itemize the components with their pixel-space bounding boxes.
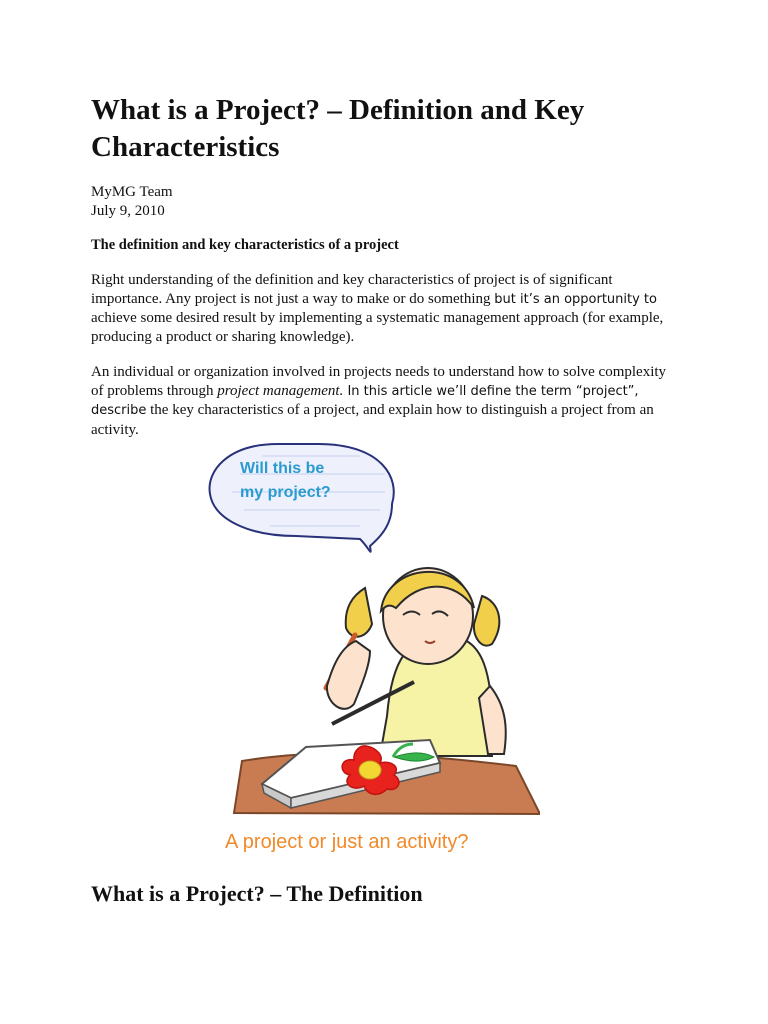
girl-figure [326,568,506,756]
bubble-text-line-1: Will this be [240,460,325,477]
intro-text-part-1: Right understanding of the definition and key characteristics of project is of significant importance. Any project is not just a way to make or do something [91,272,613,307]
article-subheading: The definition and key characteristics of a project [91,237,399,253]
publish-date: July 9, 2010 [91,203,165,219]
speech-bubble [210,444,394,552]
illustration-caption: A project or just an activity? [225,831,469,853]
page-title: What is a Project? – Definition and Key Characteristics [91,94,585,163]
intro-paragraph [91,271,681,346]
project-management-term: project management. [217,382,344,399]
second-text-part-2: In this article we’ll define the term “project”, describe [91,383,639,418]
second-paragraph [91,363,681,439]
author-name: MyMG Team [91,184,173,200]
intro-text-part-2: but it’s an opportunity to [494,291,657,307]
intro-text-part-3: achieve some desired result by implementing a systematic management approach (for example, producing a product or sharing knowledge). [91,310,664,345]
project-illustration [200,436,540,866]
second-text-part-3: the key characteristics of a project, and explain how to distinguish a project from an activity. [91,402,654,438]
second-text-part-1: An individual or organization involved in projects needs to understand how to solve complexity of problems through [91,364,667,399]
bubble-text-line-2: my project? [240,484,331,501]
definition-section-heading: What is a Project? – The Definition [91,881,423,906]
article-meta [91,183,173,221]
